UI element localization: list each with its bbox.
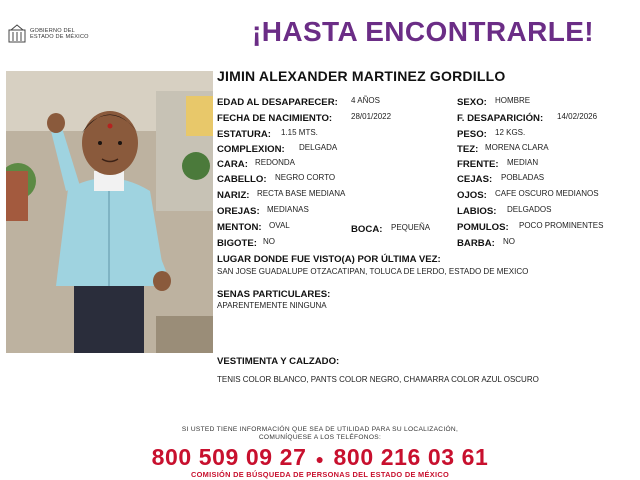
field-label: OJOS: (457, 190, 487, 201)
phone-2[interactable]: 800 216 03 61 (333, 444, 489, 470)
field-label: BARBA: (457, 238, 495, 249)
field-value: POCO PROMINENTES (519, 221, 604, 230)
marks-value: APARENTEMENTE NINGUNA (217, 301, 327, 310)
contact-line-1: SI USTED TIENE INFORMACIÓN QUE SEA DE UTILIDAD PARA SU LOCALIZACIÓN, (181, 426, 459, 433)
field-value: 28/01/2022 (351, 112, 392, 121)
last-seen-value: SAN JOSE GUADALUPE OTZACATIPAN, TOLUCA DE LERDO, ESTADO DE MEXICO (217, 267, 529, 276)
field-value: PEQUEÑA (391, 223, 431, 232)
field-label: CARA: (217, 159, 248, 170)
field-value: MORENA CLARA (485, 143, 549, 152)
field-peso (457, 127, 526, 140)
field-label: NARIZ: (217, 190, 250, 201)
government-logo (8, 22, 128, 46)
field-label: EDAD AL DESAPARECER: (217, 97, 338, 108)
field-value: REDONDA (255, 158, 296, 167)
logo-line-1: GOBIERNO DEL (30, 27, 75, 34)
field-sexo (457, 95, 531, 108)
field-value: CAFE OSCURO MEDIANOS (495, 189, 599, 198)
commission-name: COMISIÓN DE BÚSQUEDA DE PERSONAS DEL ESTADO DE MÉXICO (190, 470, 450, 479)
field-nacimiento (217, 111, 392, 124)
marks-label: SENAS PARTICULARES: (217, 289, 331, 300)
field-labios (457, 204, 552, 217)
field-value: 4 AÑOS (351, 96, 380, 105)
field-value: 1.15 MTS. (281, 128, 318, 137)
field-label: FECHA DE NACIMIENTO: (217, 113, 333, 124)
field-label: COMPLEXION: (217, 144, 285, 155)
field-value: DELGADOS (507, 205, 552, 214)
field-boca (351, 222, 431, 235)
field-value: NEGRO CORTO (275, 173, 336, 182)
contact-line-2: COMUNÍQUESE A LOS TELÉFONOS: (258, 434, 382, 441)
field-value: HOMBRE (495, 96, 531, 105)
field-value: 14/02/2026 (557, 112, 598, 121)
last-seen-label: LUGAR DONDE FUE VISTO(A) POR ÚLTIMA VEZ: (217, 254, 441, 265)
field-label: F. DESAPARICIÓN: (457, 113, 544, 124)
field-label: BIGOTE: (217, 238, 257, 249)
headline: ¡HASTA ENCONTRARLE! (252, 16, 595, 47)
field-label: ESTATURA: (217, 129, 272, 140)
field-value: MEDIAN (507, 158, 539, 167)
field-menton (217, 220, 290, 233)
field-value: 12 KGS. (495, 128, 526, 137)
separator-dot-icon: ● (315, 450, 325, 467)
phone-numbers (0, 444, 640, 471)
field-frente (457, 157, 539, 170)
field-value: NO (503, 237, 515, 246)
field-complexion (217, 142, 338, 155)
field-pomulos (457, 220, 604, 233)
field-label: CABELLO: (217, 174, 267, 185)
field-desaparicion (457, 111, 598, 124)
field-value: RECTA BASE MEDIANA (257, 189, 346, 198)
clothing-label: VESTIMENTA Y CALZADO: (217, 356, 340, 367)
field-label: POMULOS: (457, 222, 509, 233)
field-nariz (217, 188, 346, 201)
person-name: JIMIN ALEXANDER MARTINEZ GORDILLO (217, 68, 506, 84)
field-tez (457, 142, 549, 155)
field-cara (217, 157, 296, 170)
field-value: NO (263, 237, 275, 246)
field-label: OREJAS: (217, 206, 260, 217)
field-value: DELGADA (299, 143, 338, 152)
field-bigote (217, 236, 275, 249)
field-label: BOCA: (351, 224, 383, 235)
field-edad (217, 95, 380, 108)
field-label: PESO: (457, 129, 487, 140)
field-cejas (457, 172, 545, 185)
field-estatura (217, 127, 318, 140)
field-orejas (217, 204, 309, 217)
field-label: CEJAS: (457, 174, 493, 185)
field-label: LABIOS: (457, 206, 497, 217)
missing-person-photo (6, 71, 213, 353)
field-cabello (217, 172, 336, 185)
field-label: SEXO: (457, 97, 487, 108)
field-barba (457, 236, 515, 249)
field-ojos (457, 188, 599, 201)
field-value: OVAL (269, 221, 290, 230)
field-value: POBLADAS (501, 173, 545, 182)
state-seal-icon (8, 24, 26, 44)
field-label: TEZ: (457, 144, 479, 155)
field-value: MEDIANAS (267, 205, 309, 214)
field-label: FRENTE: (457, 159, 499, 170)
phone-1[interactable]: 800 509 09 27 (151, 444, 307, 470)
clothing-value: TENIS COLOR BLANCO, PANTS COLOR NEGRO, CHAMARRA COLOR AZUL OSCURO (217, 375, 539, 384)
field-label: MENTON: (217, 222, 262, 233)
logo-line-2: ESTADO DE MÉXICO (30, 34, 89, 40)
